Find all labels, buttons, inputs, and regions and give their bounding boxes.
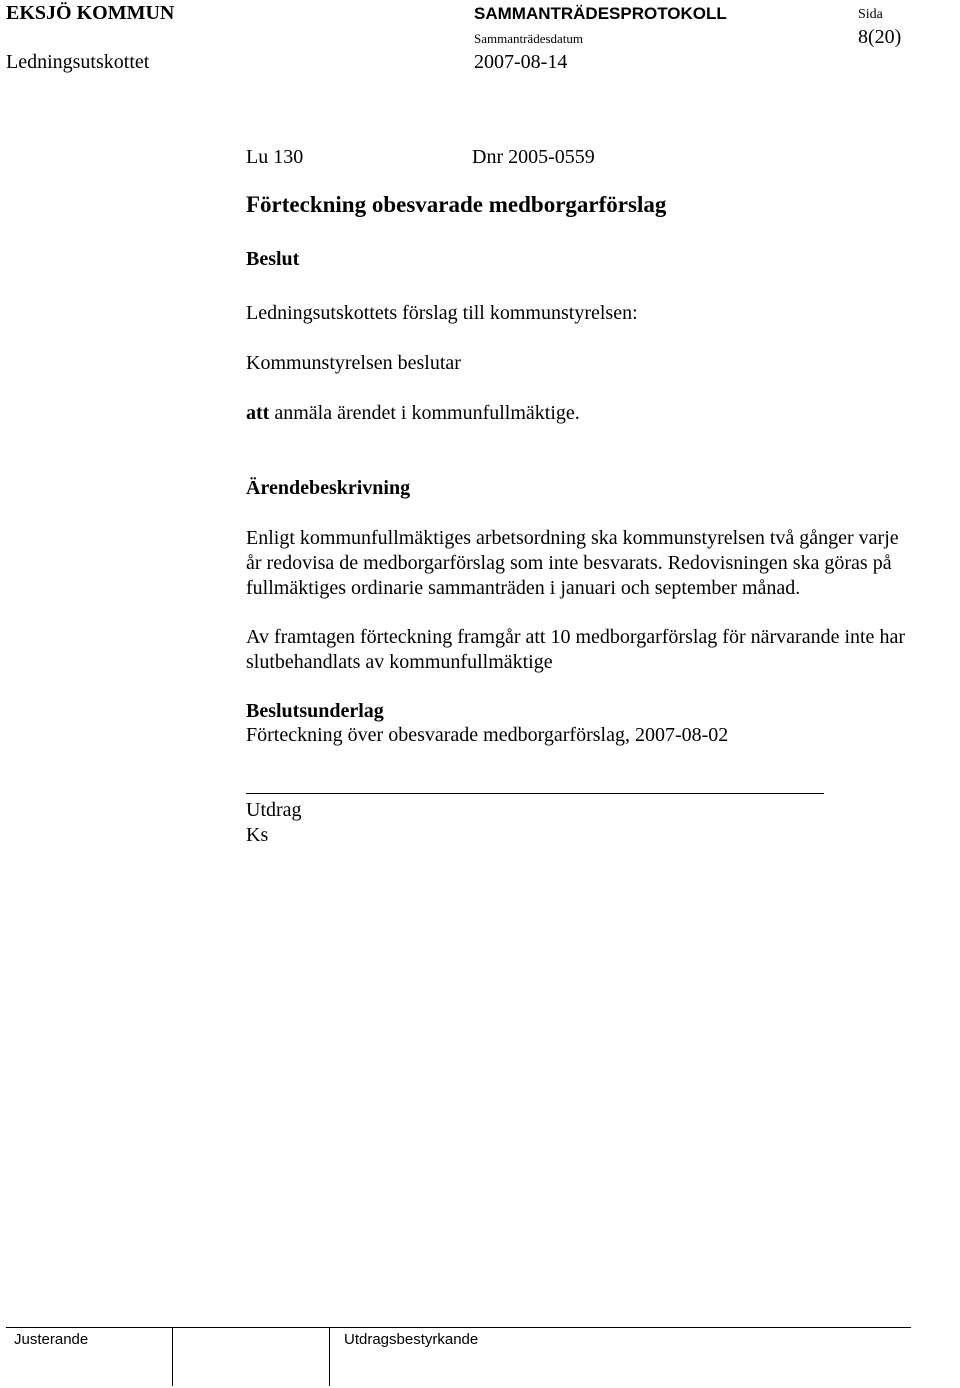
organization-name: EKSJÖ KOMMUN	[6, 2, 175, 24]
signature-divider	[329, 1328, 330, 1386]
description-line: Enligt kommunfullmäktiges arbetsordning ska kommunstyrelsen två gånger varje	[246, 527, 899, 549]
page-label: Sida	[858, 7, 883, 22]
distribution-label: Utdrag	[246, 799, 302, 821]
signature-divider	[172, 1328, 173, 1386]
decides-line: Kommunstyrelsen beslutar	[246, 352, 461, 374]
description-heading: Ärendebeskrivning	[246, 477, 411, 499]
certifier-label: Utdragsbestyrkande	[344, 1331, 479, 1348]
department-name: Ledningsutskottet	[6, 51, 150, 73]
decision-heading: Beslut	[246, 248, 300, 270]
description-paragraph-2	[246, 625, 960, 675]
decision-action	[246, 402, 580, 425]
meeting-date: 2007-08-14	[474, 51, 568, 73]
footer-line	[6, 1327, 911, 1328]
meeting-date-label: Sammanträdesdatum	[474, 31, 584, 46]
description-paragraph-1	[246, 526, 960, 601]
description-line: Av framtagen förteckning framgår att 10 medborgarförslag för närvarande inte har	[246, 626, 905, 648]
case-title: Förteckning obesvarade medborgarförslag	[246, 192, 667, 217]
adjuster-label: Justerande	[14, 1331, 89, 1348]
basis-document: Förteckning över obesvarade medborgarförslag, 2007-08-02	[246, 724, 729, 746]
document-type: SAMMANTRÄDESPROTOKOLL	[474, 4, 727, 23]
separator-line	[246, 793, 824, 794]
description-line: år redovisa de medborgarförslag som inte besvarats. Redovisningen ska göras på	[246, 552, 892, 574]
description-line: fullmäktiges ordinarie sammanträden i januari och september månad.	[246, 577, 801, 599]
description-line: slutbehandlats av kommunfullmäktige	[246, 651, 553, 673]
proposal-line: Ledningsutskottets förslag till kommunstyrelsen:	[246, 302, 638, 324]
case-paragraph: Lu 130	[246, 146, 304, 168]
basis-heading: Beslutsunderlag	[246, 700, 384, 722]
decision-action-text: anmäla ärendet i kommunfullmäktige.	[269, 402, 580, 424]
registration-number: Dnr 2005-0559	[472, 146, 595, 168]
att-keyword: att	[246, 402, 270, 424]
distribution-recipient: Ks	[246, 824, 269, 846]
page-number: 8(20)	[858, 26, 902, 48]
